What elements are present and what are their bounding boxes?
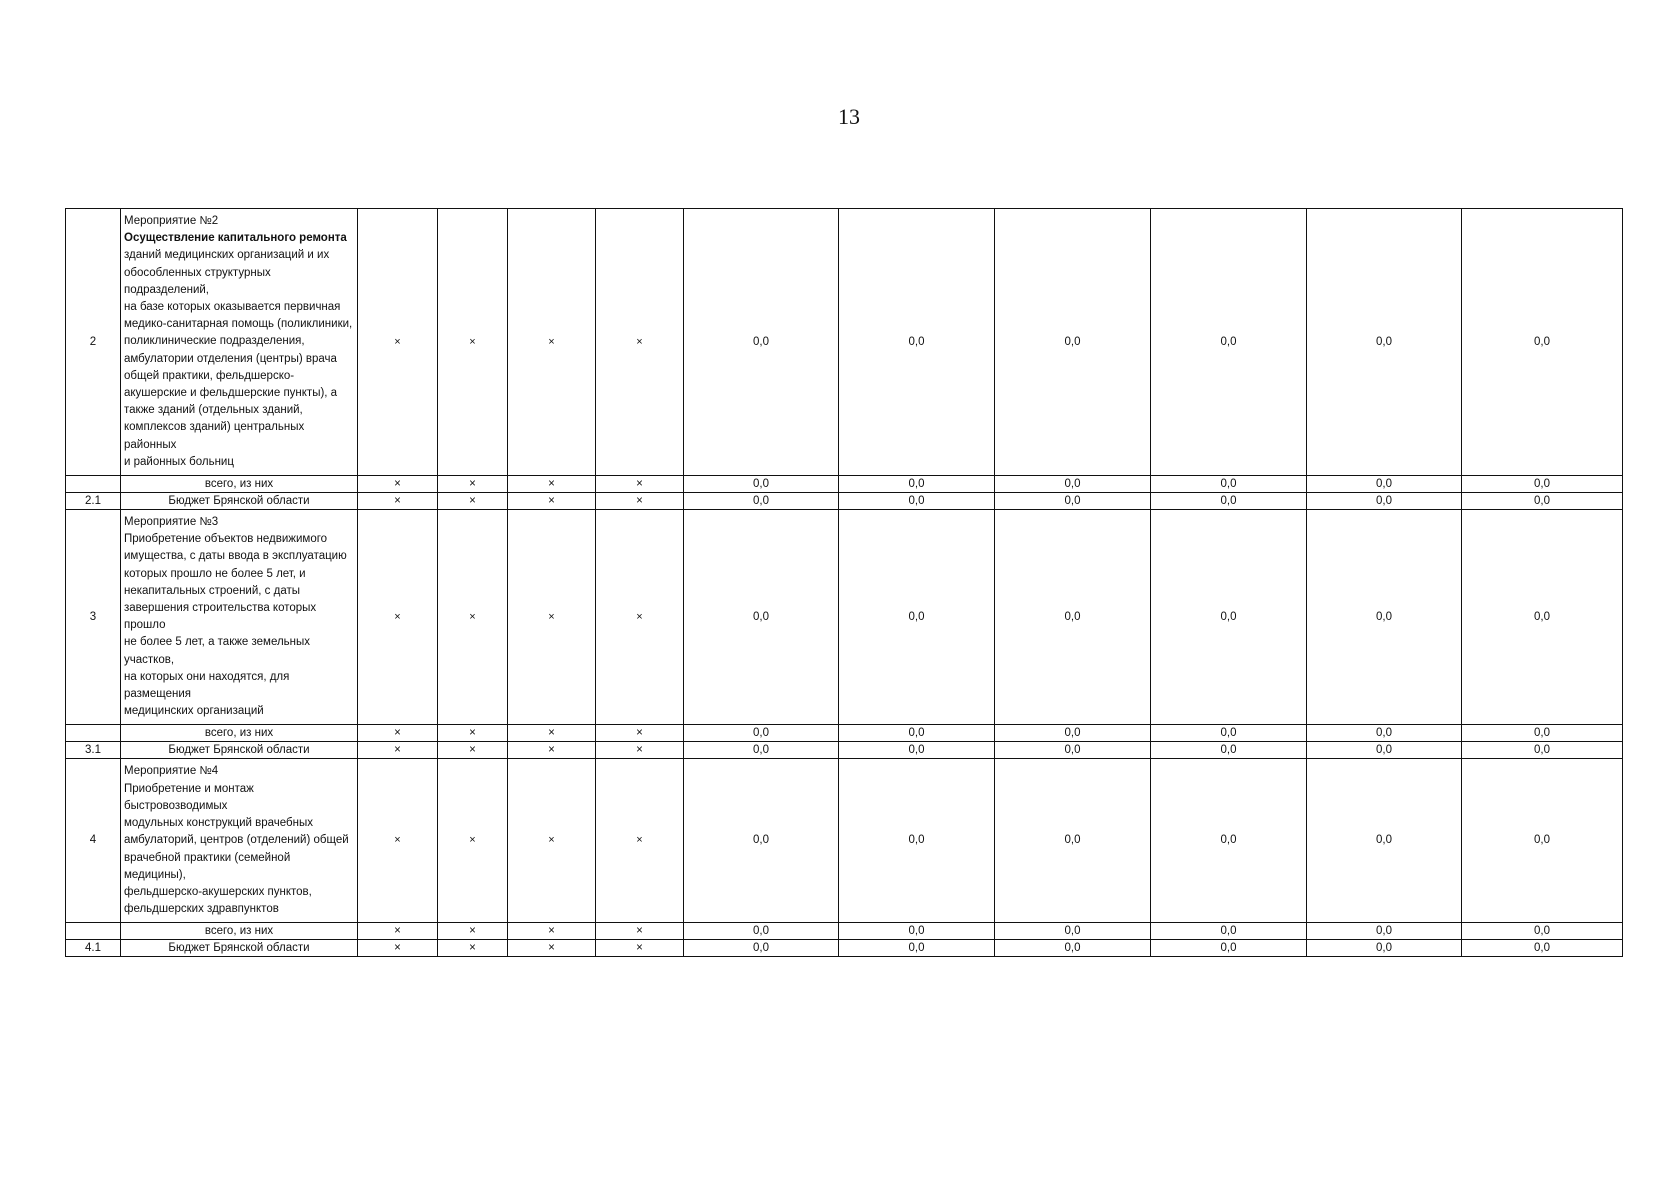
not-applicable-mark: × bbox=[596, 742, 684, 759]
activity-description-line: завершения строительства которых прошло bbox=[124, 602, 317, 632]
not-applicable-mark: × bbox=[596, 759, 684, 923]
amount-cell: 0,0 bbox=[995, 742, 1151, 759]
not-applicable-mark: × bbox=[596, 725, 684, 742]
activity-description-line: зданий медицинских организаций и их bbox=[124, 249, 330, 262]
not-applicable-mark: × bbox=[508, 759, 596, 923]
amount-cell: 0,0 bbox=[684, 510, 839, 725]
activity-description-line: амбулатории отделения (центры) врача bbox=[124, 352, 337, 365]
funding-source-label: Бюджет Брянской области bbox=[121, 742, 358, 759]
amount-cell: 0,0 bbox=[1307, 742, 1462, 759]
not-applicable-mark: × bbox=[508, 209, 596, 476]
row-number bbox=[66, 923, 121, 940]
budget-table bbox=[65, 208, 1623, 957]
amount-cell: 0,0 bbox=[684, 493, 839, 510]
amount-cell: 0,0 bbox=[839, 923, 995, 940]
activity-description-line: врачебной практики (семейной медицины), bbox=[124, 851, 291, 881]
amount-cell: 0,0 bbox=[1307, 940, 1462, 957]
activity-description bbox=[121, 510, 358, 725]
amount-cell: 0,0 bbox=[1462, 209, 1623, 476]
amount-cell: 0,0 bbox=[839, 940, 995, 957]
row-number: 4.1 bbox=[66, 940, 121, 957]
amount-cell: 0,0 bbox=[1151, 493, 1307, 510]
activity-description-line: модульных конструкций врачебных bbox=[124, 817, 313, 830]
funding-row bbox=[66, 476, 1623, 493]
amount-cell: 0,0 bbox=[995, 476, 1151, 493]
amount-cell: 0,0 bbox=[684, 476, 839, 493]
not-applicable-mark: × bbox=[438, 742, 508, 759]
funding-row bbox=[66, 940, 1623, 957]
amount-cell: 0,0 bbox=[839, 493, 995, 510]
funding-row bbox=[66, 725, 1623, 742]
activity-description-line: имущества, с даты ввода в эксплуатацию bbox=[124, 550, 347, 563]
row-number bbox=[66, 476, 121, 493]
not-applicable-mark: × bbox=[596, 209, 684, 476]
amount-cell: 0,0 bbox=[1151, 759, 1307, 923]
not-applicable-mark: × bbox=[438, 209, 508, 476]
amount-cell: 0,0 bbox=[1307, 923, 1462, 940]
page-number: 13 bbox=[838, 104, 860, 129]
not-applicable-mark: × bbox=[438, 510, 508, 725]
not-applicable-mark: × bbox=[508, 923, 596, 940]
funding-row bbox=[66, 923, 1623, 940]
activity-row bbox=[66, 209, 1623, 476]
row-number: 2 bbox=[66, 209, 121, 476]
not-applicable-mark: × bbox=[358, 923, 438, 940]
activity-row bbox=[66, 510, 1623, 725]
amount-cell: 0,0 bbox=[995, 923, 1151, 940]
funding-source-label: Бюджет Брянской области bbox=[121, 940, 358, 957]
amount-cell: 0,0 bbox=[995, 940, 1151, 957]
amount-cell: 0,0 bbox=[1151, 476, 1307, 493]
amount-cell: 0,0 bbox=[1151, 510, 1307, 725]
not-applicable-mark: × bbox=[358, 742, 438, 759]
activity-description-line: фельдшерских здравпунктов bbox=[124, 903, 279, 916]
not-applicable-mark: × bbox=[358, 209, 438, 476]
amount-cell: 0,0 bbox=[1307, 759, 1462, 923]
activity-description-line: медико-санитарная помощь (поликлиники, bbox=[124, 318, 353, 331]
amount-cell: 0,0 bbox=[839, 510, 995, 725]
not-applicable-mark: × bbox=[358, 510, 438, 725]
amount-cell: 0,0 bbox=[684, 209, 839, 476]
amount-cell: 0,0 bbox=[684, 742, 839, 759]
not-applicable-mark: × bbox=[508, 510, 596, 725]
activity-description-line: обособленных структурных подразделений, bbox=[124, 266, 271, 296]
amount-cell: 0,0 bbox=[995, 759, 1151, 923]
activity-description-line: медицинских организаций bbox=[124, 705, 264, 718]
amount-cell: 0,0 bbox=[839, 759, 995, 923]
not-applicable-mark: × bbox=[596, 923, 684, 940]
funding-row bbox=[66, 493, 1623, 510]
amount-cell: 0,0 bbox=[1151, 923, 1307, 940]
amount-cell: 0,0 bbox=[1307, 209, 1462, 476]
not-applicable-mark: × bbox=[438, 476, 508, 493]
funding-row bbox=[66, 742, 1623, 759]
activity-description-line: Приобретение и монтаж быстровозводимых bbox=[124, 782, 254, 812]
activity-description-line: поликлинические подразделения, bbox=[124, 335, 305, 348]
activity-description bbox=[121, 209, 358, 476]
amount-cell: 0,0 bbox=[1307, 493, 1462, 510]
activity-description-line: на базе которых оказывается первичная bbox=[124, 301, 341, 314]
amount-cell: 0,0 bbox=[1462, 493, 1623, 510]
activity-description-line: Осуществление капитального ремонта bbox=[124, 232, 347, 245]
activity-description-line: Приобретение объектов недвижимого bbox=[124, 533, 328, 546]
amount-cell: 0,0 bbox=[1151, 742, 1307, 759]
amount-cell: 0,0 bbox=[684, 759, 839, 923]
amount-cell: 0,0 bbox=[1462, 510, 1623, 725]
not-applicable-mark: × bbox=[508, 493, 596, 510]
row-number bbox=[66, 725, 121, 742]
not-applicable-mark: × bbox=[438, 923, 508, 940]
not-applicable-mark: × bbox=[358, 493, 438, 510]
row-number: 2.1 bbox=[66, 493, 121, 510]
not-applicable-mark: × bbox=[438, 725, 508, 742]
not-applicable-mark: × bbox=[596, 510, 684, 725]
not-applicable-mark: × bbox=[508, 725, 596, 742]
not-applicable-mark: × bbox=[596, 476, 684, 493]
amount-cell: 0,0 bbox=[1462, 759, 1623, 923]
amount-cell: 0,0 bbox=[684, 725, 839, 742]
not-applicable-mark: × bbox=[358, 476, 438, 493]
not-applicable-mark: × bbox=[438, 759, 508, 923]
amount-cell: 0,0 bbox=[839, 476, 995, 493]
activity-description-line: которых прошло не более 5 лет, и bbox=[124, 567, 306, 580]
amount-cell: 0,0 bbox=[1462, 923, 1623, 940]
activity-title: Мероприятие №3 bbox=[124, 516, 219, 529]
amount-cell: 0,0 bbox=[839, 742, 995, 759]
amount-cell: 0,0 bbox=[839, 209, 995, 476]
activity-title: Мероприятие №2 bbox=[124, 215, 219, 227]
amount-cell: 0,0 bbox=[1151, 940, 1307, 957]
activity-description-line: на которых они находятся, для размещения bbox=[124, 670, 290, 701]
not-applicable-mark: × bbox=[438, 493, 508, 510]
row-number: 3 bbox=[66, 510, 121, 725]
amount-cell: 0,0 bbox=[995, 493, 1151, 510]
not-applicable-mark: × bbox=[508, 742, 596, 759]
activity-description-line: не более 5 лет, а также земельных участков, bbox=[124, 636, 311, 666]
activity-description-line: общей практики, фельдшерско- bbox=[124, 369, 295, 382]
activity-description-line: фельдшерско-акушерских пунктов, bbox=[124, 885, 312, 898]
not-applicable-mark: × bbox=[358, 725, 438, 742]
row-number: 4 bbox=[66, 759, 121, 923]
amount-cell: 0,0 bbox=[1462, 940, 1623, 957]
activity-description-line: некапитальных строений, с даты bbox=[124, 584, 300, 597]
amount-cell: 0,0 bbox=[1462, 742, 1623, 759]
amount-cell: 0,0 bbox=[995, 209, 1151, 476]
amount-cell: 0,0 bbox=[1307, 725, 1462, 742]
not-applicable-mark: × bbox=[508, 940, 596, 957]
amount-cell: 0,0 bbox=[839, 725, 995, 742]
amount-cell: 0,0 bbox=[1307, 510, 1462, 725]
activity-description-line: акушерские и фельдшерские пункты), а bbox=[124, 387, 338, 400]
amount-cell: 0,0 bbox=[684, 940, 839, 957]
not-applicable-mark: × bbox=[358, 940, 438, 957]
row-number: 3.1 bbox=[66, 742, 121, 759]
amount-cell: 0,0 bbox=[995, 725, 1151, 742]
not-applicable-mark: × bbox=[508, 476, 596, 493]
table-body bbox=[66, 209, 1623, 957]
funding-source-label: всего, из них bbox=[121, 725, 358, 742]
not-applicable-mark: × bbox=[596, 940, 684, 957]
funding-source-label: всего, из них bbox=[121, 923, 358, 940]
activity-description-line: также зданий (отдельных зданий, bbox=[124, 404, 303, 417]
amount-cell: 0,0 bbox=[684, 923, 839, 940]
amount-cell: 0,0 bbox=[1151, 725, 1307, 742]
activity-description bbox=[121, 759, 358, 923]
funding-source-label: Бюджет Брянской области bbox=[121, 493, 358, 510]
activity-description-line: амбулаторий, центров (отделений) общей bbox=[124, 834, 349, 847]
funding-source-label: всего, из них bbox=[121, 476, 358, 493]
activity-description-line: комплексов зданий) центральных районных bbox=[124, 421, 305, 451]
amount-cell: 0,0 bbox=[1307, 476, 1462, 493]
not-applicable-mark: × bbox=[358, 759, 438, 923]
amount-cell: 0,0 bbox=[1462, 476, 1623, 493]
amount-cell: 0,0 bbox=[1462, 725, 1623, 742]
activity-row bbox=[66, 759, 1623, 923]
not-applicable-mark: × bbox=[438, 940, 508, 957]
activity-title: Мероприятие №4 bbox=[124, 765, 219, 778]
amount-cell: 0,0 bbox=[995, 510, 1151, 725]
amount-cell: 0,0 bbox=[1151, 209, 1307, 476]
not-applicable-mark: × bbox=[596, 493, 684, 510]
activity-description-line: и районных больниц bbox=[124, 455, 234, 468]
